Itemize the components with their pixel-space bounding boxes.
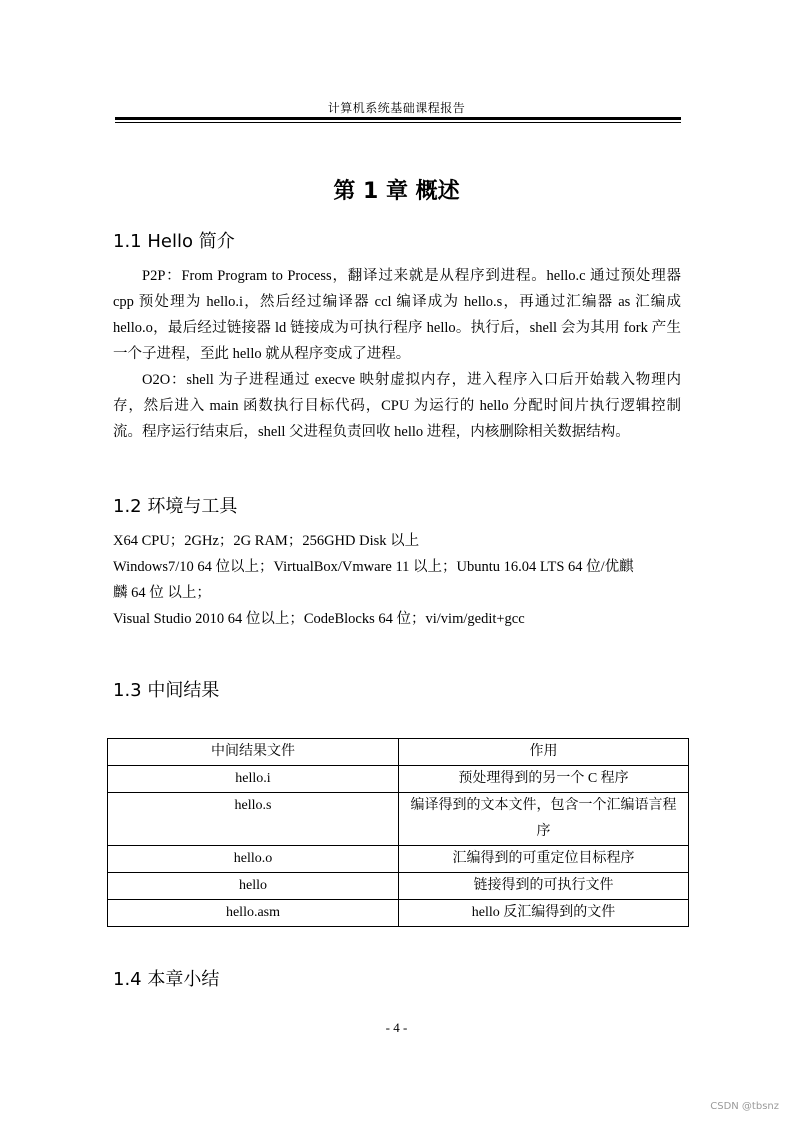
table-header-file: 中间结果文件 (108, 739, 399, 766)
table-row (108, 846, 689, 873)
section-heading-1-3: 1.3 中间结果 (113, 680, 220, 701)
table-cell-file: hello (108, 873, 399, 900)
chapter-title: 第 1 章 概述 (333, 179, 460, 204)
page-number: - 4 - (385, 1020, 408, 1035)
table-cell-file: hello.asm (108, 900, 399, 927)
table-cell-purpose: 预处理得到的另一个 C 程序 (399, 766, 689, 793)
running-header-title: 计算机系统基础课程报告 (327, 101, 466, 115)
section-heading-1-4: 1.4 本章小结 (113, 969, 220, 990)
table-row (108, 873, 689, 900)
table-header-row (108, 739, 689, 766)
csdn-watermark: CSDN @tbsnz (710, 1101, 779, 1112)
table-cell-purpose: hello 反汇编得到的文件 (399, 900, 689, 927)
header-rule-thick (115, 117, 681, 120)
paragraph-p2p: P2P：From Program to Process，翻译过来就是从程序到进程。hello.c 通过预处理器 cpp 预处理为 hello.i，然后经过编译器 ccl 编译成为 hello.s，再通过汇编器 as 汇编成 hello.o，最后经过链接器 ld 链接成为可执行程序 hello。执行后，shell 会为其用 fork 产生一个子进程，至此 hello 就从程序变成了进程。 (113, 268, 681, 362)
section-heading-1-2: 1.2 环境与工具 (113, 496, 238, 517)
env-line-hardware: X64 CPU；2GHz；2G RAM；256GHD Disk 以上 (113, 533, 420, 549)
table-row (108, 793, 689, 846)
table-cell-purpose: 汇编得到的可重定位目标程序 (399, 846, 689, 873)
env-line-os: Windows7/10 64 位以上；VirtualBox/Vmware 11 以上；Ubuntu 16.04 LTS 64 位/优麒 (113, 559, 634, 575)
header-rule-thin (115, 122, 681, 123)
table-header-purpose: 作用 (399, 739, 689, 766)
table-cell-purpose: 编译得到的文本文件，包含一个汇编语言程序 (399, 793, 689, 846)
table-cell-file: hello.o (108, 846, 399, 873)
intermediate-results-table (107, 738, 689, 927)
table-cell-purpose: 链接得到的可执行文件 (399, 873, 689, 900)
section-heading-1-1: 1.1 Hello 简介 (113, 231, 235, 252)
paragraph-o2o: O2O：shell 为子进程通过 execve 映射虚拟内存，进入程序入口后开始载入物理内存，然后进入 main 函数执行目标代码，CPU 为运行的 hello 分配时间片执行逻辑控制流。程序运行结束后，shell 父进程负责回收 hello 进程，内核删除相关数据结构。 (113, 372, 681, 440)
table-row (108, 766, 689, 793)
table-cell-file: hello.i (108, 766, 399, 793)
env-line-tools: Visual Studio 2010 64 位以上；CodeBlocks 64 位；vi/vim/gedit+gcc (113, 611, 525, 627)
table-row (108, 900, 689, 927)
env-line-os-cont: 麟 64 位 以上； (113, 585, 211, 601)
table-cell-file: hello.s (108, 793, 399, 846)
